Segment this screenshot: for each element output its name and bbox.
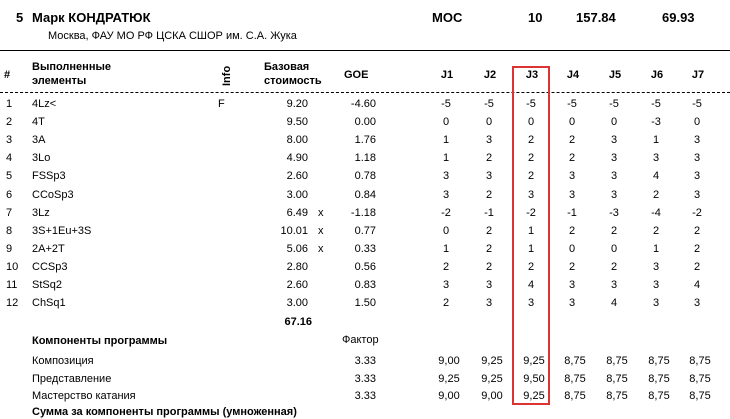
element-base-value: 2.60 xyxy=(286,170,308,183)
judge-score: 1 xyxy=(527,224,535,237)
component-judge-score: 9,50 xyxy=(523,372,545,385)
element-base-value: 9.50 xyxy=(286,116,308,129)
judge-score: 2 xyxy=(693,224,701,237)
element-number: 3 xyxy=(6,134,13,147)
element-base-value: 3.00 xyxy=(286,188,308,201)
element-code: ChSq1 xyxy=(32,297,66,310)
element-number: 11 xyxy=(6,279,18,291)
component-judge-score: 8,75 xyxy=(648,390,670,402)
judge-score: 0 xyxy=(610,116,618,129)
judge-score: 3 xyxy=(610,188,618,201)
col-judge-2: J2 xyxy=(483,69,497,81)
judge-score: 3 xyxy=(693,297,701,310)
judge-score: 2 xyxy=(527,152,535,165)
judge-score: 3 xyxy=(442,188,450,201)
judge-score: 2 xyxy=(527,170,535,183)
component-judge-score: 9,25 xyxy=(438,372,460,385)
col-judge-1: J1 xyxy=(440,69,454,81)
element-goe: -1.18 xyxy=(350,206,376,219)
element-bonus-mark: x xyxy=(318,224,324,237)
judge-score: -5 xyxy=(609,98,619,110)
judge-score: 3 xyxy=(485,170,493,183)
component-judge-score: 8,75 xyxy=(648,355,670,367)
component-factor: 3.33 xyxy=(354,390,376,402)
judge-score: 3 xyxy=(652,297,660,310)
element-goe: 0.78 xyxy=(354,170,376,183)
judge-score: 2 xyxy=(442,297,450,310)
judge-score: 3 xyxy=(693,188,701,201)
element-code: CCSp3 xyxy=(32,260,68,273)
col-base-value xyxy=(264,60,322,88)
judge-score: 3 xyxy=(442,170,450,183)
judge-score: 2 xyxy=(485,260,493,273)
element-goe: 0.33 xyxy=(354,242,376,255)
element-goe: 1.50 xyxy=(354,297,376,310)
judge-score: 3 xyxy=(568,188,576,201)
component-judge-score: 8,75 xyxy=(564,355,586,367)
component-judge-score: 9,00 xyxy=(481,390,503,402)
judge-score: 1 xyxy=(652,242,660,255)
element-base-value: 2.80 xyxy=(286,260,308,273)
col-goe: GOE xyxy=(344,69,369,81)
component-judge-score: 9,25 xyxy=(523,355,545,367)
element-code: 3S+1Eu+3S xyxy=(32,224,92,237)
col-elements-line2: элементы xyxy=(32,75,87,87)
judge-score: 3 xyxy=(652,152,660,165)
element-number: 7 xyxy=(6,206,13,219)
judge-score: 3 xyxy=(568,297,576,310)
skater-club: Москва, ФАУ МО РФ ЦСКА СШОР им. С.А. Жука xyxy=(48,30,297,42)
judge-score: 2 xyxy=(610,224,618,237)
judge-score: 2 xyxy=(610,260,618,273)
component-name: Мастерство катания xyxy=(32,390,136,402)
judge-score: -2 xyxy=(441,206,451,219)
component-judge-score: 8,75 xyxy=(606,390,628,402)
element-number: 1 xyxy=(6,98,13,110)
judge-score: 3 xyxy=(610,134,618,147)
judge-score: 0 xyxy=(485,116,493,129)
skater-region: MOC xyxy=(432,10,463,25)
judge-score: 3 xyxy=(652,260,660,273)
element-code: CCoSp3 xyxy=(32,188,74,201)
element-goe: -4.60 xyxy=(350,98,376,110)
judge-score: 2 xyxy=(568,152,576,165)
judge-score: 2 xyxy=(485,242,493,255)
judge-score: -2 xyxy=(526,206,536,219)
element-code: 4T xyxy=(32,116,45,129)
col-info: Info xyxy=(221,65,233,86)
element-goe: 0.84 xyxy=(354,188,376,201)
judge-score: 3 xyxy=(442,279,450,291)
element-goe: 0.00 xyxy=(354,116,376,129)
col-base-line1: Базовая xyxy=(264,61,310,73)
component-judge-score: 8,75 xyxy=(689,372,711,385)
judge-score: 3 xyxy=(485,134,493,147)
base-value-total: 67.16 xyxy=(284,316,312,328)
component-judge-score: 8,75 xyxy=(564,372,586,385)
col-base-line2: стоимость xyxy=(264,75,322,87)
element-goe: 0.77 xyxy=(354,224,376,237)
judge-score: -5 xyxy=(692,98,702,110)
judge-score: 2 xyxy=(693,260,701,273)
judge-score: 2 xyxy=(485,224,493,237)
element-number: 8 xyxy=(6,224,13,237)
judge-score: 0 xyxy=(442,116,450,129)
judge-score: 0 xyxy=(442,224,450,237)
col-elements-line1: Выполненные xyxy=(32,61,111,73)
element-base-value: 9.20 xyxy=(286,98,308,110)
component-factor: 3.33 xyxy=(354,372,376,385)
element-bonus-mark: x xyxy=(318,206,324,219)
judge-score: 3 xyxy=(610,170,618,183)
judge-score: 0 xyxy=(568,116,576,129)
element-code: 3Lo xyxy=(32,152,51,165)
components-sum-label: Сумма за компоненты программы (умноженная) xyxy=(32,406,297,418)
judge-score: 4 xyxy=(652,170,660,183)
judge-score: 1 xyxy=(442,134,450,147)
judge-score: 3 xyxy=(693,134,701,147)
j3-highlight-box xyxy=(512,66,550,405)
judge-score: 4 xyxy=(693,279,701,291)
judge-score: -2 xyxy=(692,206,702,219)
component-name: Представление xyxy=(32,372,112,385)
judge-score: 3 xyxy=(527,188,535,201)
element-base-value: 3.00 xyxy=(286,297,308,310)
judge-score: 3 xyxy=(485,297,493,310)
judge-score: 2 xyxy=(442,260,450,273)
start-number: 10 xyxy=(528,10,543,25)
component-judge-score: 8,75 xyxy=(606,355,628,367)
judge-score: 2 xyxy=(568,260,576,273)
component-judge-score: 9,25 xyxy=(523,390,545,402)
col-judge-5: J5 xyxy=(608,69,622,81)
element-code: 2A+2T xyxy=(32,242,65,255)
component-judge-score: 8,75 xyxy=(689,355,711,367)
judge-score: -1 xyxy=(567,206,577,219)
judge-score: -5 xyxy=(651,98,661,110)
judge-score: 3 xyxy=(485,279,493,291)
judge-score: 2 xyxy=(652,224,660,237)
component-judge-score: 9,00 xyxy=(438,355,460,367)
element-base-value: 4.90 xyxy=(286,152,308,165)
total-score: 157.84 xyxy=(576,10,616,25)
component-factor: 3.33 xyxy=(354,355,376,367)
element-base-value: 10.01 xyxy=(280,224,308,237)
element-base-value: 8.00 xyxy=(286,134,308,147)
col-judge-7: J7 xyxy=(691,69,705,81)
component-judge-score: 9,25 xyxy=(481,355,503,367)
judge-score: 3 xyxy=(652,279,660,291)
col-judge-4: J4 xyxy=(566,69,580,81)
judge-score: 1 xyxy=(442,242,450,255)
judge-score: 2 xyxy=(568,134,576,147)
element-number: 12 xyxy=(6,297,19,310)
judge-score: 1 xyxy=(442,152,450,165)
element-number: 9 xyxy=(6,242,13,255)
element-number: 4 xyxy=(6,152,13,165)
component-judge-score: 8,75 xyxy=(689,390,711,402)
judge-score: 4 xyxy=(610,297,618,310)
element-number: 2 xyxy=(6,116,13,129)
judge-score: 0 xyxy=(568,242,576,255)
element-code: 3A xyxy=(32,134,46,147)
judge-score: 3 xyxy=(568,279,576,291)
judge-score: 1 xyxy=(527,242,535,255)
col-number: # xyxy=(4,69,11,81)
element-number: 10 xyxy=(6,260,19,273)
judge-score: -3 xyxy=(609,206,619,219)
judge-score: 0 xyxy=(527,116,535,129)
col-judge-3: J3 xyxy=(525,69,539,81)
judge-score: 3 xyxy=(693,170,701,183)
judge-score: 2 xyxy=(485,188,493,201)
element-goe: 0.83 xyxy=(354,279,376,291)
judge-score: 2 xyxy=(527,260,535,273)
element-info: F xyxy=(218,98,225,110)
technical-score: 69.93 xyxy=(662,10,695,25)
judge-score: -5 xyxy=(441,98,451,110)
element-code: 3Lz xyxy=(32,206,50,219)
judge-score: 1 xyxy=(652,134,660,147)
col-elements xyxy=(32,60,111,88)
judge-score: 2 xyxy=(652,188,660,201)
judge-score: 3 xyxy=(610,279,618,291)
judge-score: 0 xyxy=(693,116,701,129)
judge-score: -5 xyxy=(526,98,536,110)
judge-score: -5 xyxy=(567,98,577,110)
judge-score: 2 xyxy=(568,224,576,237)
component-judge-score: 8,75 xyxy=(564,390,586,402)
header-divider xyxy=(0,50,730,51)
judge-score: 4 xyxy=(527,279,535,291)
element-goe: 1.76 xyxy=(354,134,376,147)
element-code: StSq2 xyxy=(32,279,62,291)
element-goe: 1.18 xyxy=(354,152,376,165)
judge-score: 3 xyxy=(610,152,618,165)
element-goe: 0.56 xyxy=(354,260,376,273)
element-bonus-mark: x xyxy=(318,242,324,255)
judge-score: -5 xyxy=(484,98,494,110)
element-code: 4Lz< xyxy=(32,98,57,110)
element-base-value: 6.49 xyxy=(286,206,308,219)
element-base-value: 2.60 xyxy=(286,279,308,291)
columns-divider xyxy=(0,92,730,93)
components-title: Компоненты программы xyxy=(32,335,168,347)
judge-score: 2 xyxy=(693,242,701,255)
judge-score: 3 xyxy=(527,297,535,310)
judge-score: 3 xyxy=(568,170,576,183)
component-judge-score: 8,75 xyxy=(648,372,670,385)
judge-score: 0 xyxy=(610,242,618,255)
judge-score: -4 xyxy=(651,206,661,219)
component-judge-score: 8,75 xyxy=(606,372,628,385)
element-code: FSSp3 xyxy=(32,170,66,183)
component-judge-score: 9,25 xyxy=(481,372,503,385)
judge-score: 3 xyxy=(693,152,701,165)
judge-score: 2 xyxy=(485,152,493,165)
judge-score: -1 xyxy=(484,206,494,219)
judge-score: 2 xyxy=(527,134,535,147)
judge-score: -3 xyxy=(651,116,661,129)
element-base-value: 5.06 xyxy=(286,242,308,255)
skater-name: Марк КОНДРАТЮК xyxy=(32,10,151,25)
component-name: Композиция xyxy=(32,355,94,367)
element-number: 6 xyxy=(6,188,13,201)
element-number: 5 xyxy=(6,170,13,183)
skater-rank: 5 xyxy=(16,10,24,25)
component-judge-score: 9,00 xyxy=(438,390,460,402)
factor-label: Фактор xyxy=(342,334,379,346)
col-judge-6: J6 xyxy=(650,69,664,81)
